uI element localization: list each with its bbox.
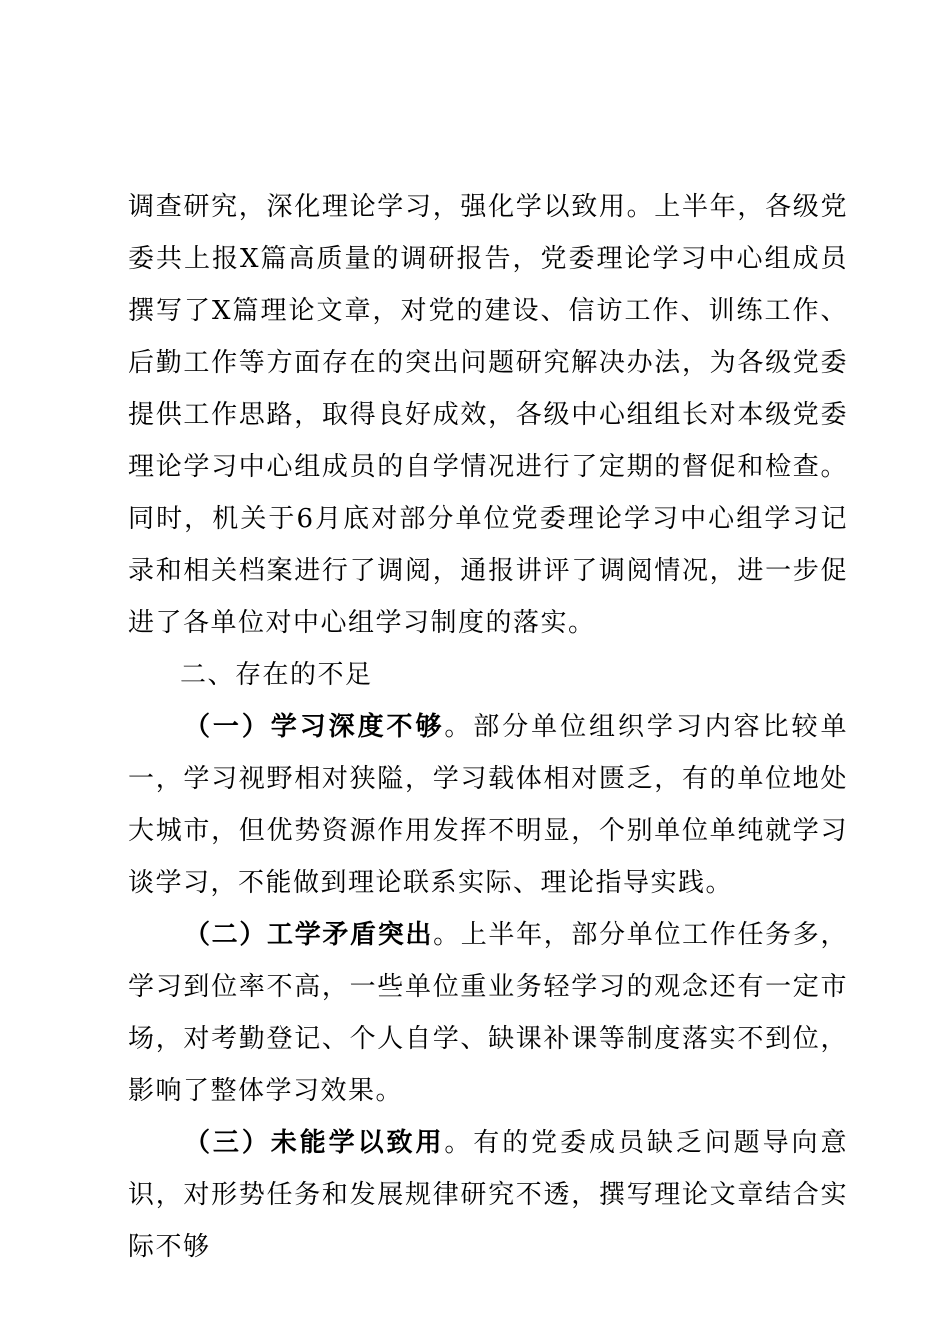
document-body <box>128 181 848 1273</box>
item-paragraph-1 <box>128 701 848 909</box>
item-title-1: （一）学习深度不够 <box>184 712 445 742</box>
item-body-3: 。有的党委成员缺乏问题导向意识，对形势任务和发展规律研究不透，撰写理论文章结合实际不够 <box>128 1128 848 1262</box>
section-heading: 二、存在的不足 <box>180 660 373 690</box>
item-title-3: （三）未能学以致用 <box>184 1128 445 1158</box>
item-paragraph-2 <box>128 909 848 1117</box>
paragraph-continued: 调查研究，深化理论学习，强化学以致用。上半年，各级党委共上报X篇高质量的调研报告，党委理论学习中心组成员撰写了X篇理论文章，对党的建设、信访工作、训练工作、后勤工作等方面存在的突出问题研究解决办法，为各级党委提供工作思路，取得良好成效，各级中心组组长对本级党委理论学习中心组成员的自学情况进行了定期的督促和检查。同时，机关于6月底对部分单位党委理论学习中心组学习记录和相关档案进行了调阅，通报讲评了调阅情况，进一步促进了各单位对中心组学习制度的落实。 <box>128 192 848 638</box>
item-paragraph-3 <box>128 1117 848 1273</box>
item-title-2: （二）工学矛盾突出 <box>184 920 434 950</box>
item-body-2: 。上半年，部分单位工作任务多，学习到位率不高，一些单位重业务轻学习的观念还有一定市场，对考勤登记、个人自学、缺课补课等制度落实不到位，影响了整体学习效果。 <box>128 920 848 1106</box>
item-body-1: 。部分单位组织学习内容比较单一，学习视野相对狭隘，学习载体相对匮乏，有的单位地处大城市，但优势资源作用发挥不明显，个别单位单纯就学习谈学习，不能做到理论联系实际、理论指导实践。 <box>128 712 848 898</box>
